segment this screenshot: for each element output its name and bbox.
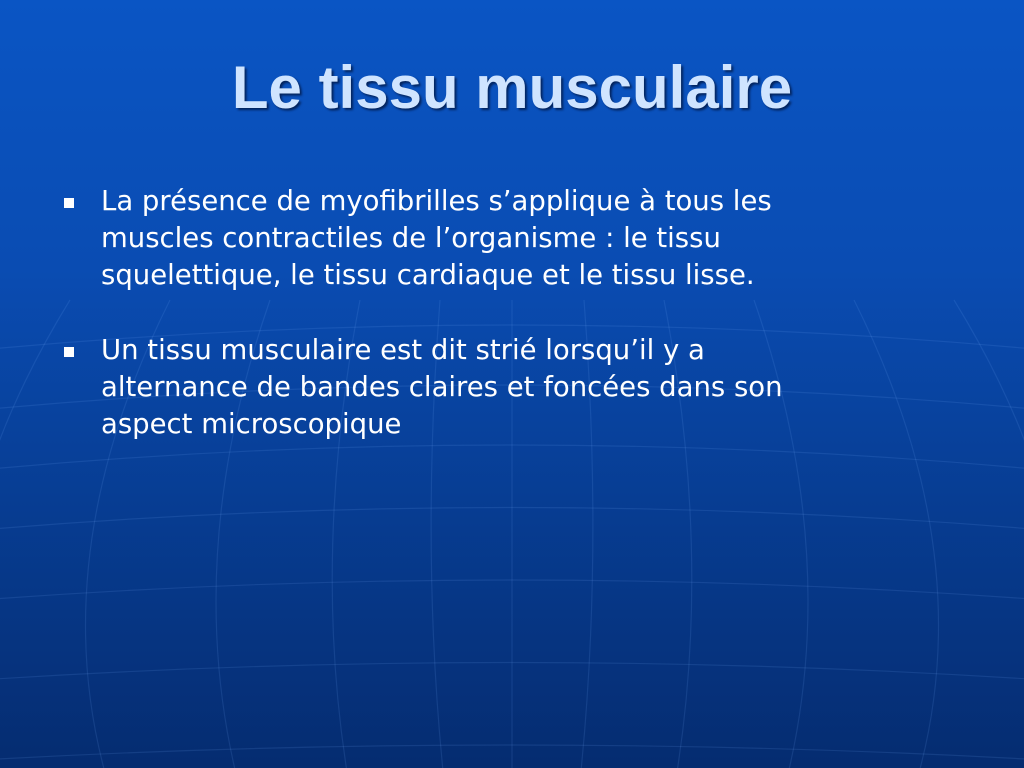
square-bullet-icon — [64, 198, 74, 208]
slide-title: Le tissu musculaire — [231, 54, 793, 121]
bullet-item — [60, 183, 850, 294]
bullet-text: Un tissu musculaire est dit strié lorsqu’il y a alternance de bandes claires et foncées dans son aspect microscopique — [101, 334, 783, 440]
square-bullet-icon — [64, 347, 74, 357]
bullet-item — [60, 332, 850, 443]
bullet-text: La présence de myofibrilles s’applique à tous les muscles contractiles de l’organisme : le tissu squelettique, le tissu cardiaque et le tissu lisse. — [101, 185, 772, 291]
bullet-list — [60, 183, 850, 481]
